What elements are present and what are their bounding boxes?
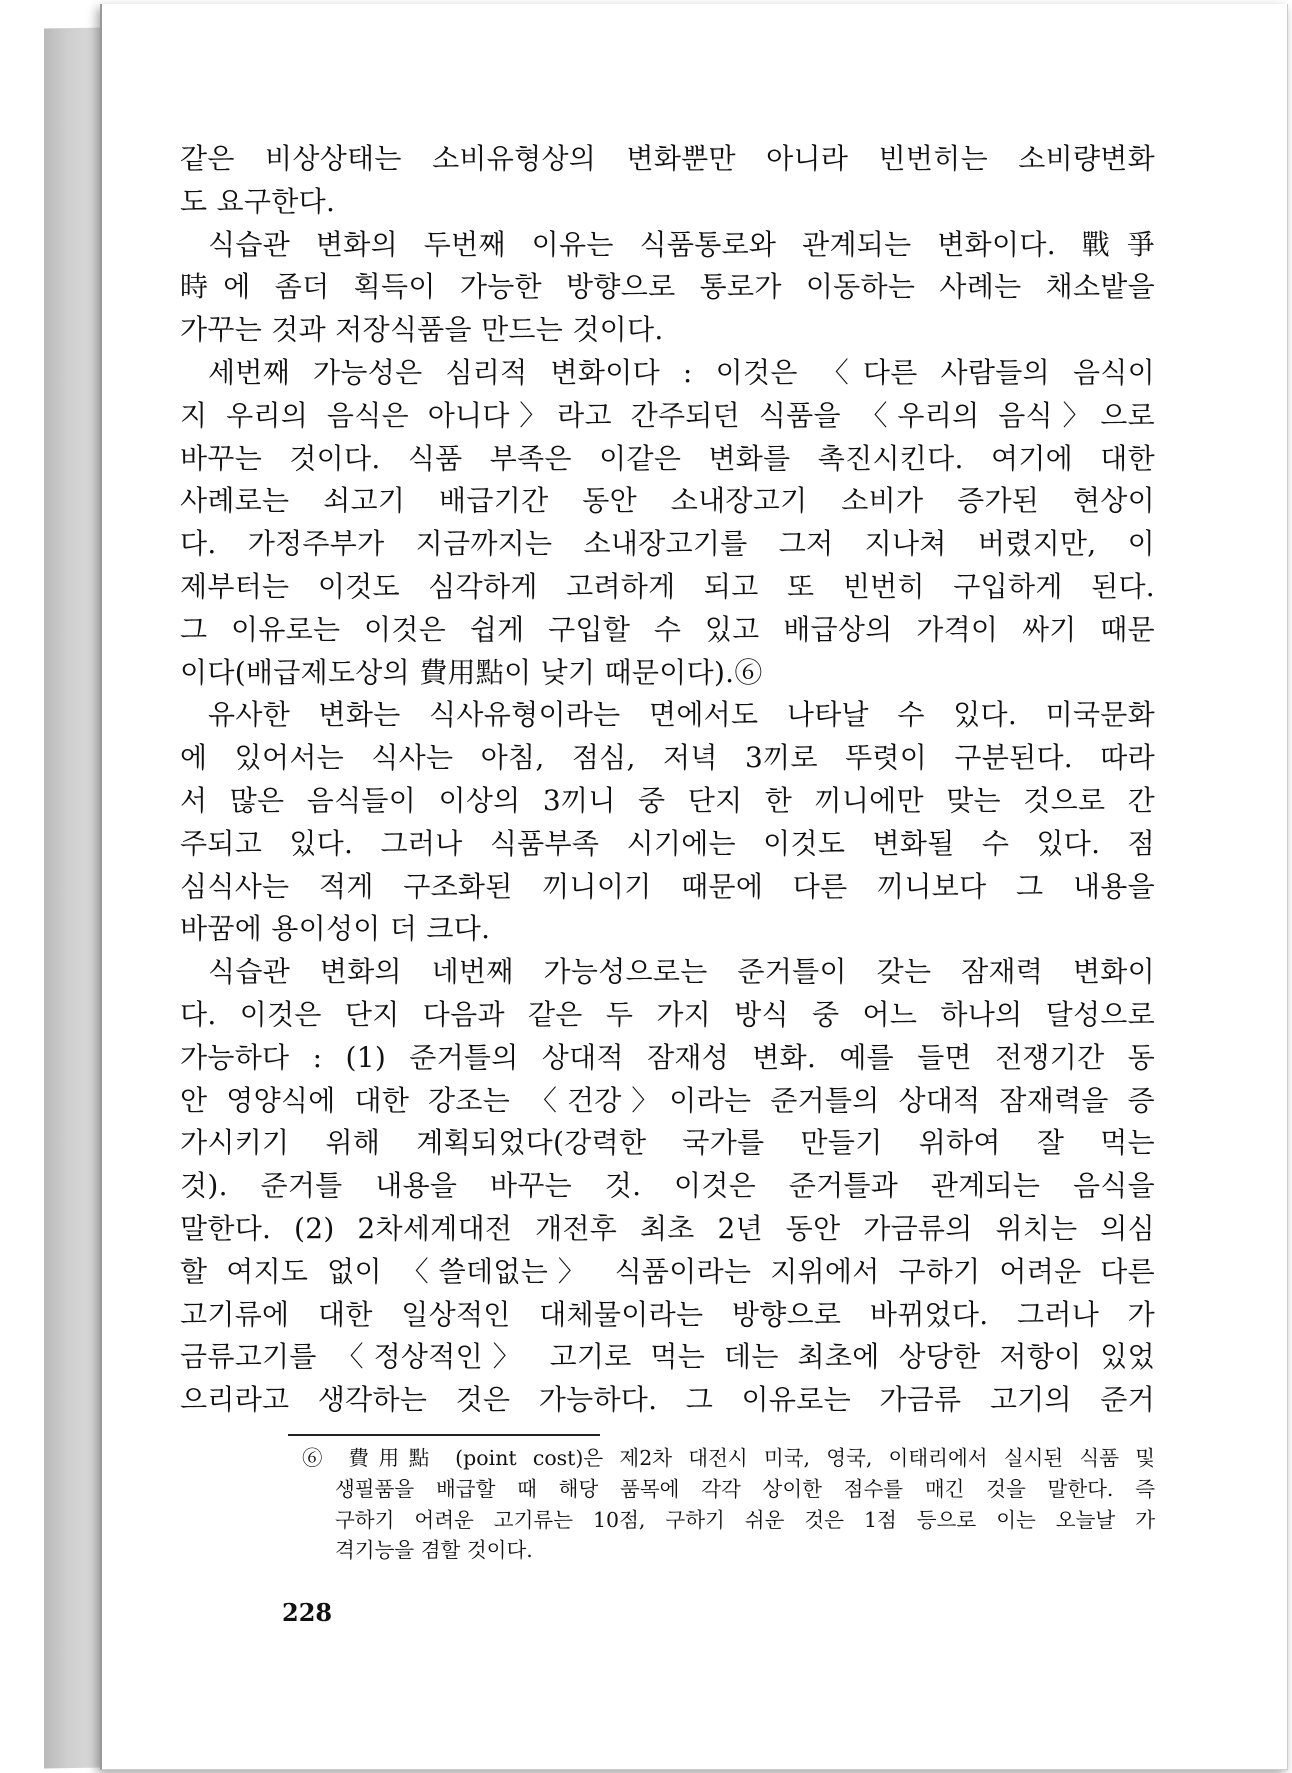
footnote-line: ⑥ 費用點 (point cost)은 제2차 대전시 미국, 영국, 이태리에서 실시된 식품 및 (302, 1446, 1155, 1470)
text-line: 주되고 있다. 그러나 식품부족 시기에는 이것도 변화될 수 있다. 점 (180, 826, 1155, 860)
book-edge (44, 27, 104, 1768)
text-line: 같은 비상상태는 소비유형상의 변화뿐만 아니라 빈번히는 소비량변화 (180, 142, 1155, 175)
footnote (302, 1443, 1155, 1566)
text-line: 것). 준거틀 내용을 바꾸는 것. 이것은 준거틀과 관계되는 음식을 (180, 1169, 1155, 1203)
text-line: 금류고기를 〈정상적인〉 고기로 먹는 데는 최초에 상당한 저항이 있었 (180, 1340, 1155, 1374)
text-line: 서 많은 음식들이 이상의 3끼니 중 단지 한 끼니에만 맞는 것으로 간 (180, 783, 1155, 817)
footnote-line: 생필품을 배급할 때 해당 품목에 각각 상이한 점수를 매긴 것을 말한다. 즉 (335, 1476, 1155, 1501)
footnote-line: 구하기 어려운 고기류는 10점, 구하기 쉬운 것은 1점 등으로 이는 오늘날 가 (335, 1507, 1155, 1532)
body-text (180, 138, 1155, 1422)
text-line: 말한다. (2) 2차세계대전 개전후 최초 2년 동안 가금류의 위치는 의심 (180, 1211, 1155, 1245)
text-line: 가능하다 : (1) 준거틀의 상대적 잠재성 변화. 예를 들면 전쟁기간 동 (180, 1040, 1155, 1074)
text-line: 으리라고 생각하는 것은 가능하다. 그 이유로는 가금류 고기의 준거 (180, 1383, 1155, 1417)
text-line: 다. 가정주부가 지금까지는 소내장고기를 그저 지나쳐 버렸지만, 이 (180, 527, 1155, 561)
text-line: 안 영양식에 대한 강조는 〈건강〉이라는 준거틀의 상대적 잠재력을 증 (180, 1083, 1155, 1117)
text-line: 심식사는 적게 구조화된 끼니이기 때문에 다른 끼니보다 그 내용을 (180, 869, 1155, 903)
text-line: 고기류에 대한 일상적인 대체물이라는 방향으로 바뀌었다. 그러나 가 (180, 1297, 1155, 1331)
text-line: 가꾸는 것과 저장식품을 만드는 것이다. (180, 313, 664, 347)
text-line: 식습관 변화의 네번째 가능성으로는 준거틀이 갖는 잠재력 변화이 (208, 955, 1155, 989)
text-line: 지 우리의 음식은 아니다〉라고 간주되던 식품을 〈우리의 음식〉으로 (180, 398, 1155, 432)
text-line: 식습관 변화의 두번째 이유는 식품통로와 관계되는 변화이다. 戰爭 (208, 227, 1155, 261)
footnote-divider (288, 1434, 600, 1436)
text-line: 세번째 가능성은 심리적 변화이다 : 이것은 〈다른 사람들의 음식이 (208, 355, 1155, 389)
text-line: 유사한 변화는 식사유형이라는 면에서도 나타날 수 있다. 미국문화 (208, 698, 1155, 732)
text-line: 時에 좀더 획득이 가능한 방향으로 통로가 이동하는 사례는 채소밭을 (180, 270, 1155, 304)
text-line: 가시키기 위해 계획되었다(강력한 국가를 만들기 위하여 잘 먹는 (180, 1126, 1155, 1160)
text-line: 그 이유로는 이것은 쉽게 구입할 수 있고 배급상의 가격이 싸기 때문 (180, 612, 1155, 646)
text-line: 제부터는 이것도 심각하게 고려하게 되고 또 빈번히 구입하게 된다. (180, 569, 1155, 603)
text-line: 이다(배급제도상의 費用點이 낮기 때문이다).⑥ (180, 655, 763, 689)
text-line: 바꿈에 용이성이 더 크다. (180, 912, 491, 946)
text-line: 도 요구한다. (180, 184, 336, 218)
text-line: 할 여지도 없이 〈쓸데없는〉 식품이라는 지위에서 구하기 어려운 다른 (180, 1254, 1155, 1288)
text-line: 사례로는 쇠고기 배급기간 동안 소내장고기 소비가 증가된 현상이 (180, 484, 1155, 518)
text-line: 다. 이것은 단지 다음과 같은 두 가지 방식 중 어느 하나의 달성으로 (180, 997, 1155, 1031)
footnote-line: 격기능을 겸할 것이다. (335, 1538, 533, 1563)
text-line: 에 있어서는 식사는 아침, 점심, 저녁 3끼로 뚜렷이 구분된다. 따라 (180, 741, 1155, 775)
text-line: 바꾸는 것이다. 식품 부족은 이같은 변화를 촉진시킨다. 여기에 대한 (180, 441, 1155, 475)
page-number: 228 (282, 1598, 333, 1627)
